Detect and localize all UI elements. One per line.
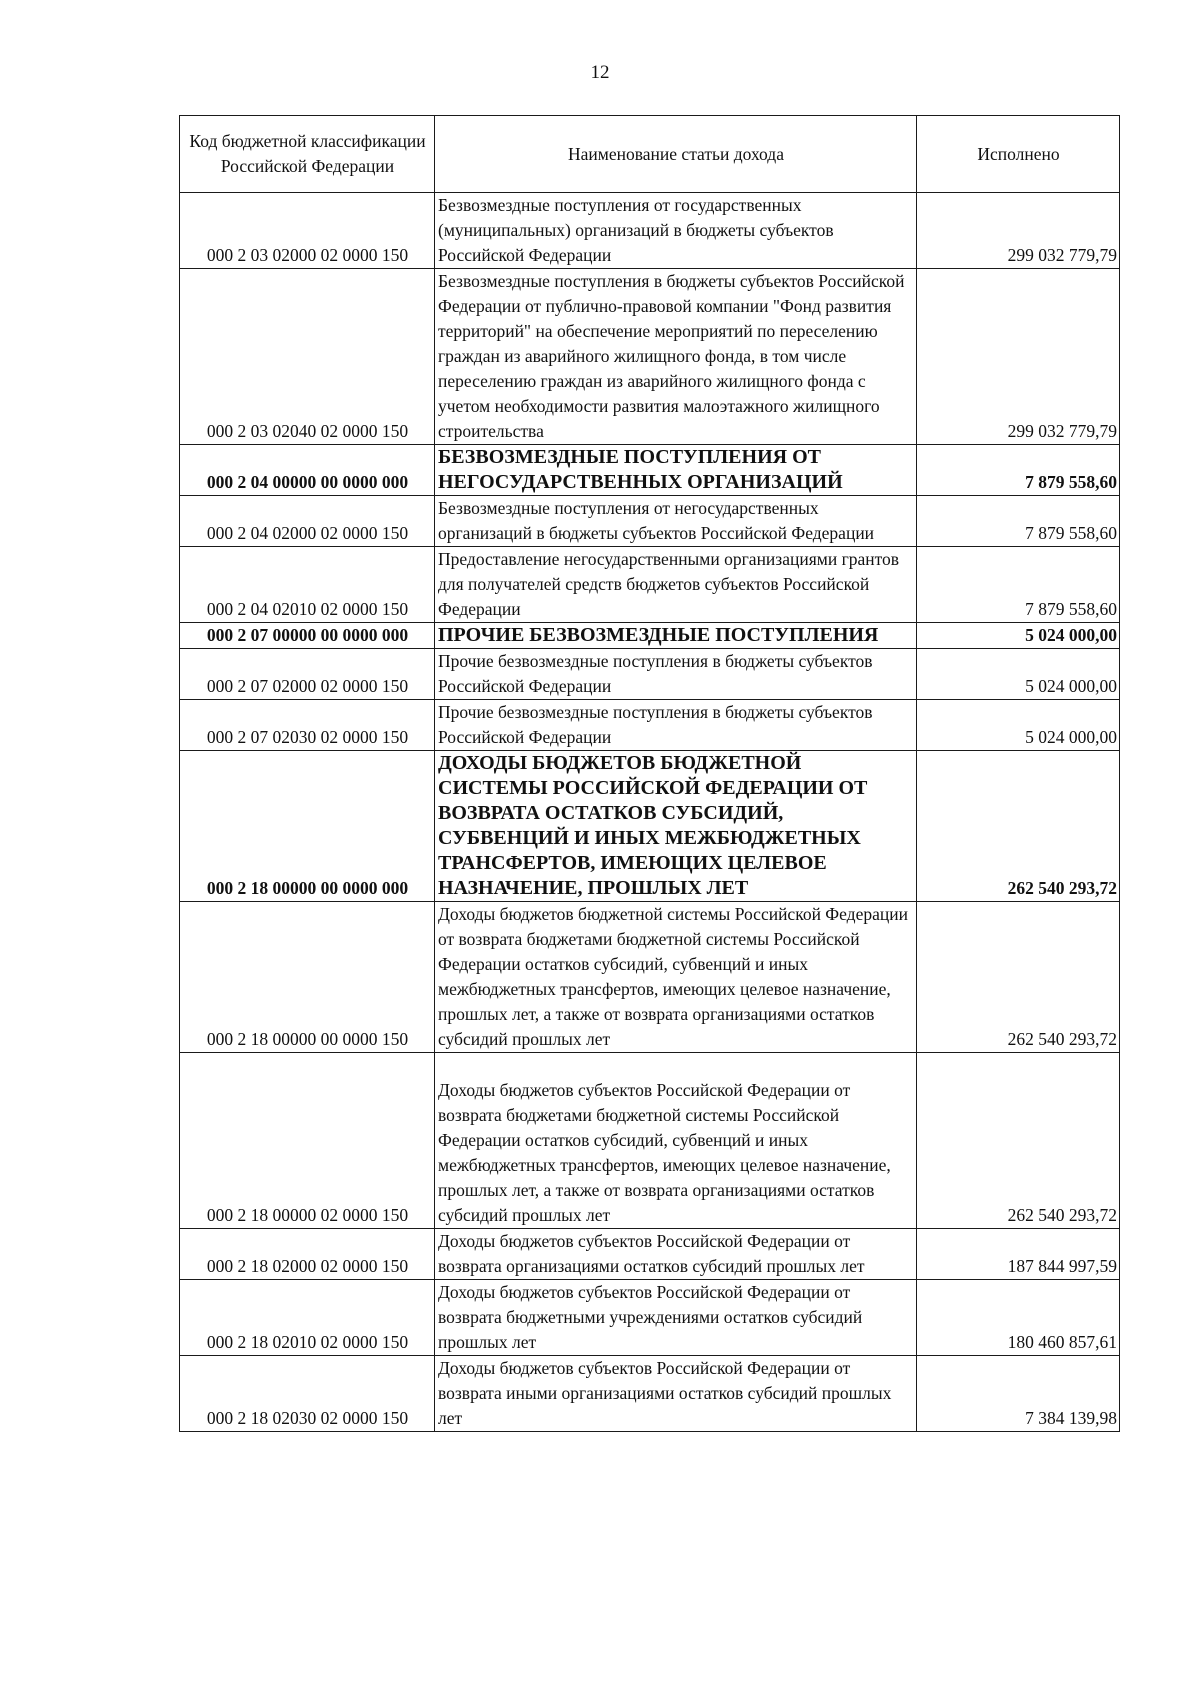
table-header-row (180, 116, 1120, 193)
header-name: Наименование статьи дохода (435, 116, 917, 193)
table-row (180, 193, 1120, 269)
table-row (180, 1053, 1120, 1229)
row-name: Доходы бюджетов бюджетной системы Российской Федерации от возврата бюджетами бюджетной системы Российской Федерации остатков субсидий, субвенций и иных межбюджетных трансфертов, имеющих целевое назначение, прошлых лет, а также от возврата организациями остатков субсидий прошлых лет (435, 902, 917, 1053)
table-row (180, 1280, 1120, 1356)
row-code: 000 2 03 02040 02 0000 150 (180, 269, 435, 445)
row-name: Доходы бюджетов субъектов Российской Федерации от возврата бюджетными учреждениями остатков субсидий прошлых лет (435, 1280, 917, 1356)
row-amount: 299 032 779,79 (917, 193, 1120, 269)
row-name: Прочие безвозмездные поступления в бюджеты субъектов Российской Федерации (435, 700, 917, 751)
row-code: 000 2 04 02000 02 0000 150 (180, 496, 435, 547)
table-row-section (180, 751, 1120, 902)
row-name: Прочие безвозмездные поступления в бюджеты субъектов Российской Федерации (435, 649, 917, 700)
header-amount: Исполнено (917, 116, 1120, 193)
row-code: 000 2 07 00000 00 0000 000 (180, 623, 435, 649)
revenue-table (179, 115, 1120, 1432)
table-row-section (180, 445, 1120, 496)
row-code: 000 2 07 02000 02 0000 150 (180, 649, 435, 700)
table-row (180, 649, 1120, 700)
row-amount: 7 879 558,60 (917, 496, 1120, 547)
row-amount: 180 460 857,61 (917, 1280, 1120, 1356)
table-row (180, 902, 1120, 1053)
row-amount: 7 879 558,60 (917, 547, 1120, 623)
row-code: 000 2 18 02000 02 0000 150 (180, 1229, 435, 1280)
row-name: Безвозмездные поступления от негосударственных организаций в бюджеты субъектов Российской Федерации (435, 496, 917, 547)
row-name: Доходы бюджетов субъектов Российской Федерации от возврата бюджетами бюджетной системы Российской Федерации остатков субсидий, субвенций и иных межбюджетных трансфертов, имеющих целевое назначение, прошлых лет, а также от возврата организациями остатков субсидий прошлых лет (438, 1080, 891, 1225)
row-name-cell (435, 1053, 917, 1229)
row-amount: 5 024 000,00 (917, 649, 1120, 700)
row-name: Безвозмездные поступления от государственных (муниципальных) организаций в бюджеты субъектов Российской Федерации (435, 193, 917, 269)
row-code: 000 2 18 00000 00 0000 150 (180, 902, 435, 1053)
row-amount: 7 879 558,60 (917, 445, 1120, 496)
table-row (180, 1356, 1120, 1432)
row-amount: 262 540 293,72 (917, 902, 1120, 1053)
row-code: 000 2 07 02030 02 0000 150 (180, 700, 435, 751)
row-name: ДОХОДЫ БЮДЖЕТОВ БЮДЖЕТНОЙ СИСТЕМЫ РОССИЙСКОЙ ФЕДЕРАЦИИ ОТ ВОЗВРАТА ОСТАТКОВ СУБСИДИЙ, СУБВЕНЦИЙ И ИНЫХ МЕЖБЮДЖЕТНЫХ ТРАНСФЕРТОВ, ИМЕЮЩИХ ЦЕЛЕВОЕ НАЗНАЧЕНИЕ, ПРОШЛЫХ ЛЕТ (435, 751, 917, 902)
cell-top-spacer (438, 1053, 914, 1078)
row-amount: 299 032 779,79 (917, 269, 1120, 445)
row-amount: 5 024 000,00 (917, 700, 1120, 751)
page-number: 12 (590, 62, 610, 83)
row-amount: 5 024 000,00 (917, 623, 1120, 649)
row-code: 000 2 18 00000 02 0000 150 (180, 1053, 435, 1229)
row-name: ПРОЧИЕ БЕЗВОЗМЕЗДНЫЕ ПОСТУПЛЕНИЯ (435, 623, 917, 649)
row-code: 000 2 18 02030 02 0000 150 (180, 1356, 435, 1432)
table-row (180, 700, 1120, 751)
row-name: Доходы бюджетов субъектов Российской Федерации от возврата организациями остатков субсидий прошлых лет (435, 1229, 917, 1280)
row-code: 000 2 04 02010 02 0000 150 (180, 547, 435, 623)
table-row (180, 496, 1120, 547)
row-code: 000 2 04 00000 00 0000 000 (180, 445, 435, 496)
row-amount: 262 540 293,72 (917, 751, 1120, 902)
row-amount: 187 844 997,59 (917, 1229, 1120, 1280)
header-code: Код бюджетной классификации Российской Федерации (180, 116, 435, 193)
table-row-section (180, 623, 1120, 649)
row-name: Доходы бюджетов субъектов Российской Федерации от возврата иными организациями остатков субсидий прошлых лет (435, 1356, 917, 1432)
table-row (180, 269, 1120, 445)
row-code: 000 2 18 02010 02 0000 150 (180, 1280, 435, 1356)
row-name: Безвозмездные поступления в бюджеты субъектов Российской Федерации от публично-правовой компании "Фонд развития территорий" на обеспечение мероприятий по переселению граждан из аварийного жилищного фонда, в том числе переселению граждан из аварийного жилищного фонда с учетом необходимости развития малоэтажного жилищного строительства (435, 269, 917, 445)
table-row (180, 547, 1120, 623)
row-code: 000 2 03 02000 02 0000 150 (180, 193, 435, 269)
row-name: Предоставление негосударственными организациями грантов для получателей средств бюджетов субъектов Российской Федерации (435, 547, 917, 623)
row-name: БЕЗВОЗМЕЗДНЫЕ ПОСТУПЛЕНИЯ ОТ НЕГОСУДАРСТВЕННЫХ ОРГАНИЗАЦИЙ (435, 445, 917, 496)
row-amount: 7 384 139,98 (917, 1356, 1120, 1432)
table-row (180, 1229, 1120, 1280)
row-code: 000 2 18 00000 00 0000 000 (180, 751, 435, 902)
row-amount: 262 540 293,72 (917, 1053, 1120, 1229)
